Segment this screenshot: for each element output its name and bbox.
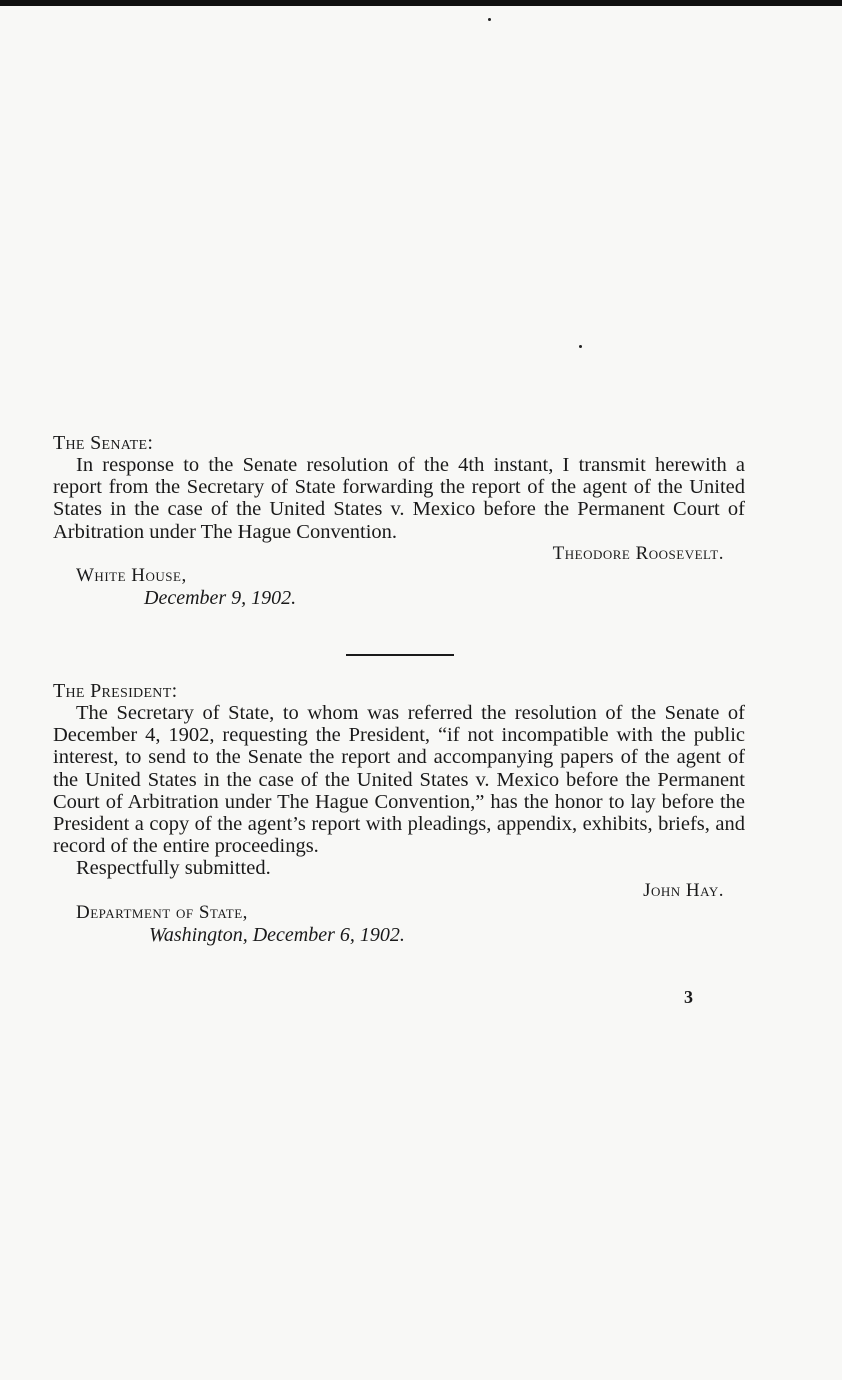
senate-message — [53, 432, 745, 609]
salutation-name: The President — [53, 680, 172, 702]
president-report — [53, 680, 745, 946]
signature: Theodore Roosevelt. — [552, 542, 724, 564]
closing-line: Respectfully submitted. — [76, 857, 271, 880]
salutation — [53, 680, 745, 702]
scan-speck — [488, 18, 491, 21]
page-number: 3 — [684, 987, 693, 1007]
place-line: White House, — [76, 564, 187, 586]
scan-speck — [579, 345, 582, 348]
salutation — [53, 432, 745, 454]
salutation-punctuation: : — [171, 680, 178, 702]
section-divider — [346, 654, 454, 656]
report-body: The Secretary of State, to whom was referred the resolution of the Senate of December 4, 1902, requesting the President, “if not incompatible with the public interest, to send to the Senate the report and accompanying papers of the agent of the United States in the case of the United States v. Mexico before the Permanent Court of Arbitration under The Hague Convention,” has the honor to lay before the President a copy of the agent’s report with pleadings, appendix, exhibits, briefs, and record of the entire proceedings. — [53, 702, 745, 858]
signature: John Hay. — [643, 879, 724, 901]
top-border-rule — [0, 0, 842, 6]
salutation-name: The Senate — [53, 432, 148, 454]
salutation-punctuation: : — [147, 432, 153, 454]
date-line: December 9, 1902. — [144, 586, 297, 609]
message-body: In response to the Senate resolution of the 4th instant, I transmit herewith a report from the Secretary of State forwarding the report of the agent of the United States in the case of the United States v. Mexico before the Permanent Court of Arbitration under The Hague Convention. — [53, 454, 745, 543]
place-line: Department of State, — [76, 901, 248, 923]
date-line: Washington, December 6, 1902. — [149, 923, 405, 946]
